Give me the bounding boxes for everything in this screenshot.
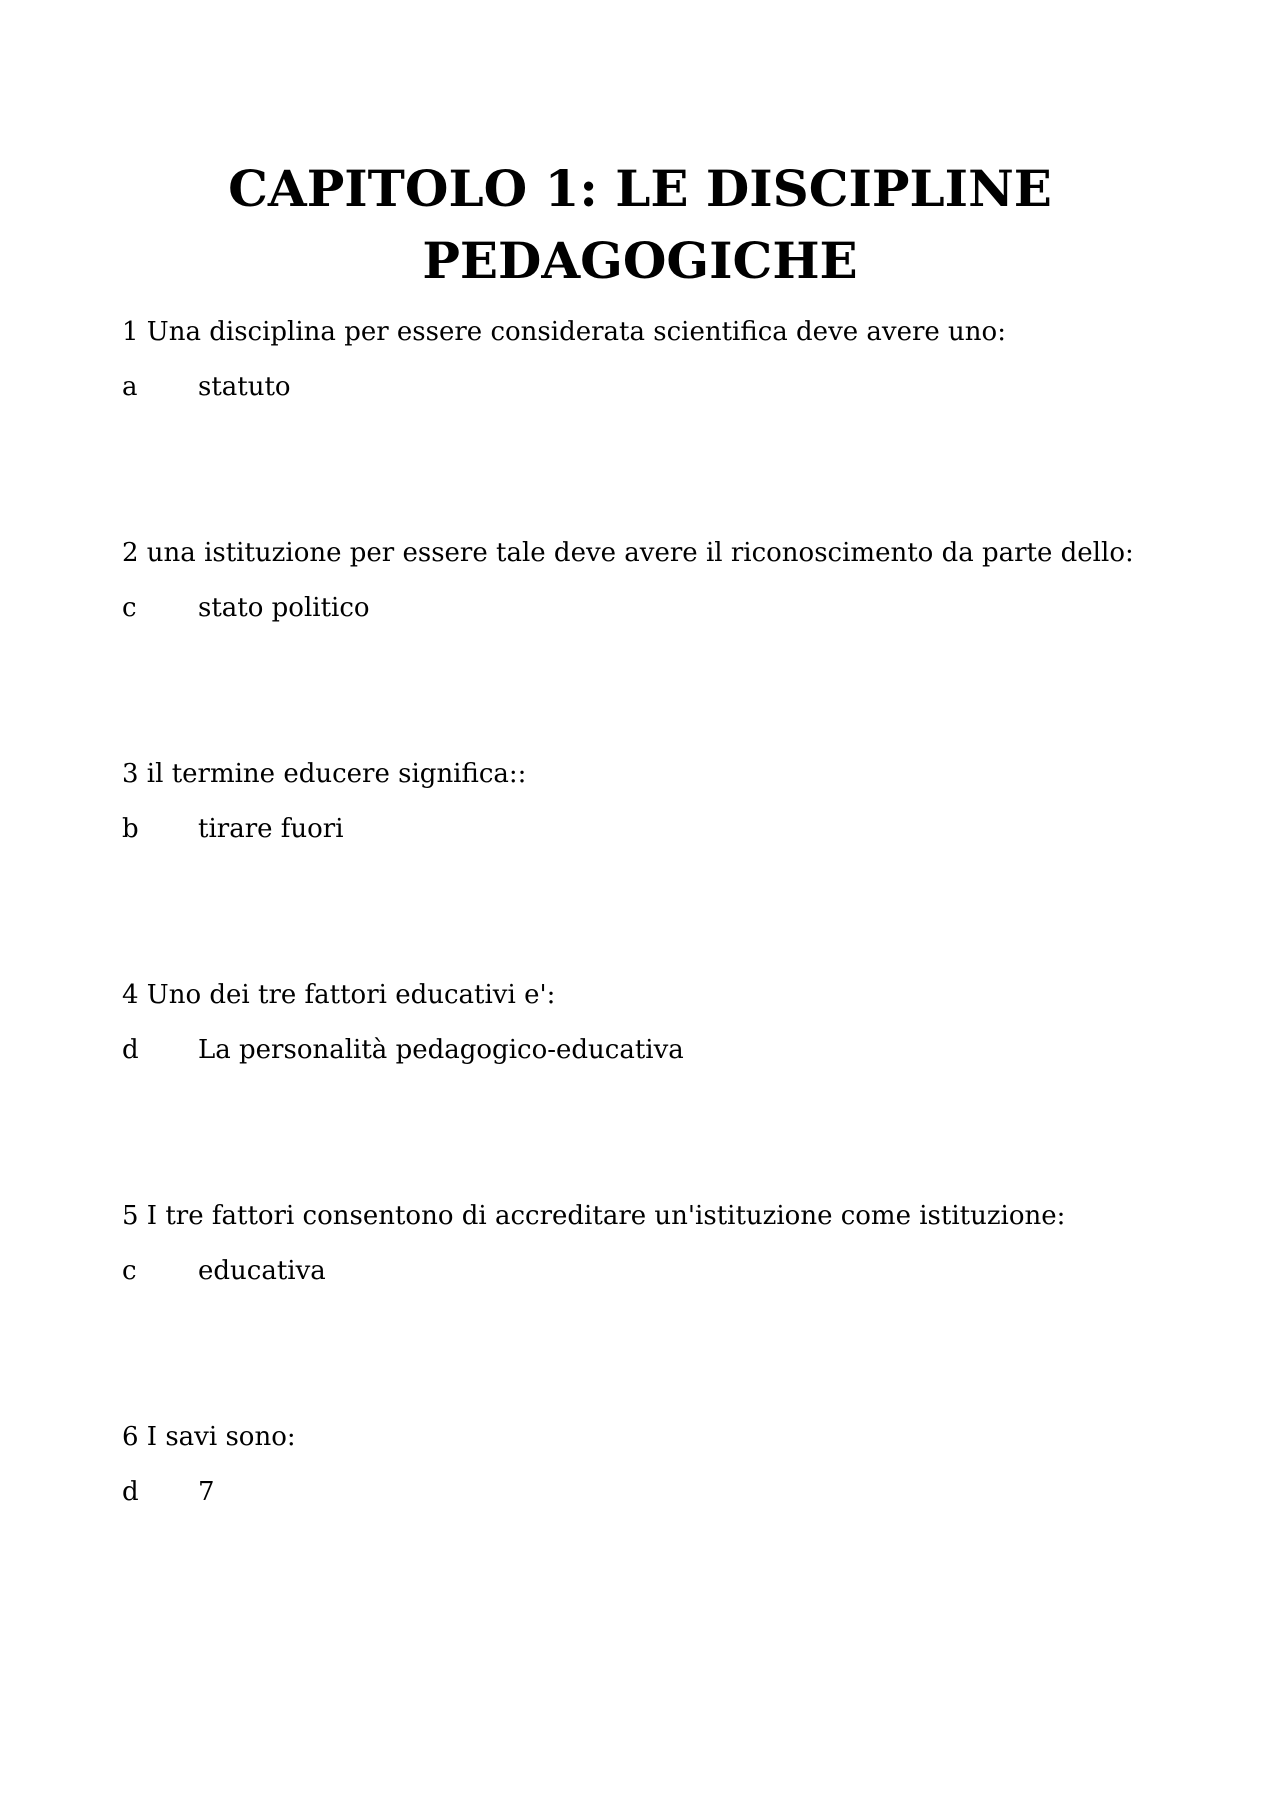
answer-text: statuto <box>198 372 291 402</box>
question-3 <box>122 757 1222 846</box>
answer-text: stato politico <box>198 593 370 623</box>
question-text: 3 il termine educere significa:: <box>122 759 527 789</box>
question-2 <box>122 536 1222 625</box>
question-text: 4 Uno dei tre fattori educativi e': <box>122 980 556 1010</box>
question-text: 2 una istituzione per essere tale deve avere il riconoscimento da parte dello: <box>122 538 1134 568</box>
answer-row <box>122 1254 1222 1288</box>
answer-text: tirare fuori <box>198 814 344 844</box>
answer-row <box>122 1475 1222 1509</box>
title-line-2: PEDAGOGICHE <box>422 231 858 290</box>
question-1 <box>122 315 1222 404</box>
question-5 <box>122 1199 1222 1288</box>
answer-letter: c <box>122 593 137 623</box>
answer-letter: c <box>122 1256 137 1286</box>
answer-row <box>122 812 1222 846</box>
question-text: 6 I savi sono: <box>122 1422 296 1452</box>
question-6 <box>122 1420 1222 1509</box>
question-4 <box>122 978 1222 1067</box>
answer-text: 7 <box>198 1477 215 1507</box>
answer-letter: d <box>122 1035 139 1065</box>
answer-text: La personalità pedagogico-educativa <box>198 1035 684 1065</box>
answer-letter: b <box>122 814 139 844</box>
answer-row <box>122 370 1222 404</box>
question-text: 1 Una disciplina per essere considerata scientifica deve avere uno: <box>122 317 1006 347</box>
answer-letter: d <box>122 1477 139 1507</box>
answer-row <box>122 1033 1222 1067</box>
answer-letter: a <box>122 372 138 402</box>
answer-row <box>122 591 1222 625</box>
page-title <box>0 153 1280 297</box>
title-line-1: CAPITOLO 1: LE DISCIPLINE <box>228 159 1052 218</box>
answer-text: educativa <box>198 1256 326 1286</box>
question-text: 5 I tre fattori consentono di accreditare un'istituzione come istituzione: <box>122 1201 1066 1231</box>
